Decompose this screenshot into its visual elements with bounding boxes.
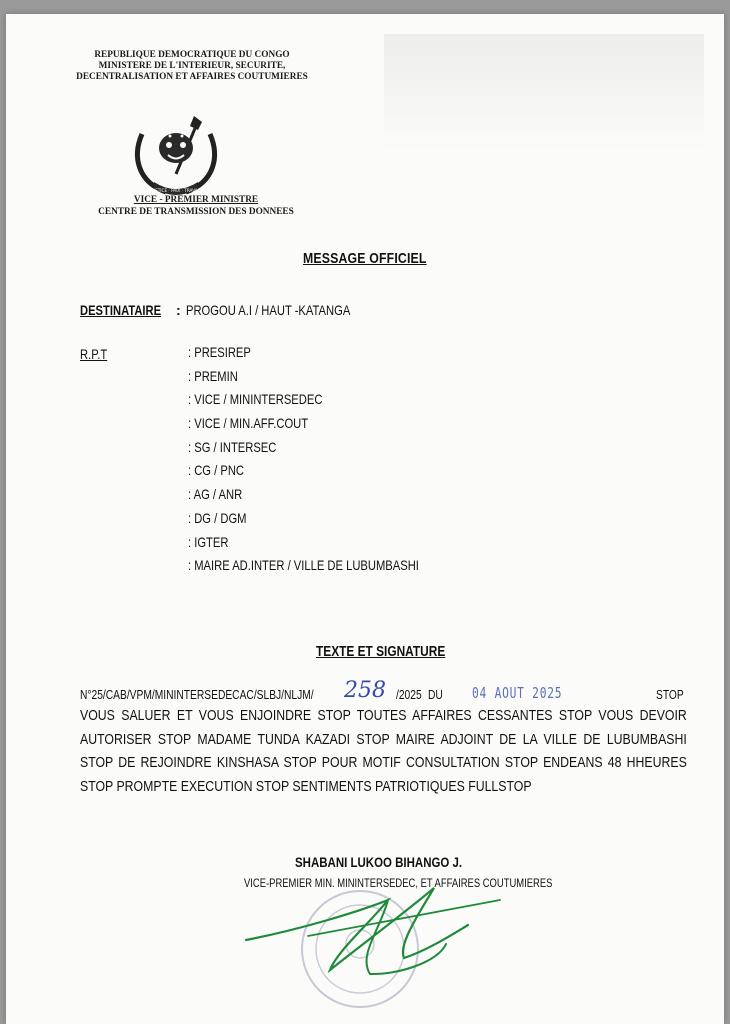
handwritten-signature-icon — [238, 870, 508, 990]
document-page — [6, 14, 724, 1024]
letterhead-ministry: MINISTERE DE L'INTERIEUR, SECURITE, — [98, 61, 286, 71]
rpt-item: : IGTER — [188, 533, 229, 550]
signer-title: VICE-PREMIER MIN. MININTERSEDEC, ET AFFAIRES COUTUMIERES — [244, 878, 553, 890]
reference-prefix: N°25/CAB/VPM/MININTERSEDECAC/SLBJ/NLJM/ — [80, 688, 314, 702]
reference-stop: STOP — [656, 688, 684, 702]
rpt-item: : PREMIN — [188, 367, 238, 384]
rpt-item: : SG / INTERSEC — [188, 438, 277, 455]
letterhead — [62, 50, 322, 83]
letterhead-department: DECENTRALISATION ET AFFAIRES COUTUMIERES — [76, 72, 308, 82]
office-vice-premier: VICE - PREMIER MINISTRE — [133, 195, 259, 205]
rpt-item: : AG / ANR — [188, 486, 243, 503]
reference-du: DU — [428, 688, 443, 702]
destinataire-label: DESTINATAIRE — [80, 302, 162, 318]
rpt-list — [188, 344, 477, 581]
rpt-item: : PRESIREP — [188, 344, 251, 360]
rpt-item: : VICE / MININTERSEDEC — [188, 391, 323, 408]
date-stamp: 04 AOUT 2025 — [472, 684, 563, 702]
reference-year: /2025 — [396, 688, 422, 702]
coat-of-arms-icon — [128, 112, 224, 204]
office-centre: CENTRE DE TRANSMISSION DES DONNEES — [98, 207, 294, 217]
handwritten-reference-number: 258 — [344, 678, 386, 703]
reference-line — [80, 678, 686, 706]
signer-name: SHABANI LUKOO BIHANGO J. — [295, 854, 463, 870]
texte-signature-title: TEXTE ET SIGNATURE — [316, 644, 446, 660]
bleed-through-shadow — [384, 34, 704, 154]
rpt-item: : DG / DGM — [188, 509, 247, 526]
rpt-label: R.P.T — [80, 346, 108, 362]
message-body: VOUS SALUER ET VOUS ENJOINDRE STOP TOUTES AFFAIRES CESSANTES STOP VOUS DEVOIR AUTORISER STOP MADAME TUNDA KAZADI STOP MAIRE ADJOINT DE LA VILLE DE LUBUMBASHI STOP DE REJOINDRE KINSHASA STOP POUR MOTIF CONSULTATION STOP ENDEANS 48 HHEURES STOP PROMPTE EXECUTION STOP SENTIMENTS PATRIOTIQUES FULLSTOP — [80, 707, 687, 795]
rpt-item: : CG / PNC — [188, 462, 245, 479]
letterhead-country: REPUBLIQUE DEMOCRATIQUE DU CONGO — [94, 50, 290, 60]
rpt-item: : VICE / MIN.AFF.COUT — [188, 415, 309, 432]
rpt-item: : MAIRE AD.INTER / VILLE DE LUBUMBASHI — [188, 557, 419, 574]
emblem-motto: JUSTICE · PAIX · TRAVAIL — [150, 188, 202, 193]
destinataire-separator: : — [176, 302, 181, 318]
destinataire-value: PROGOU A.I / HAUT -KATANGA — [186, 302, 351, 318]
document-title: MESSAGE OFFICIEL — [303, 250, 427, 267]
office-block — [66, 194, 326, 218]
